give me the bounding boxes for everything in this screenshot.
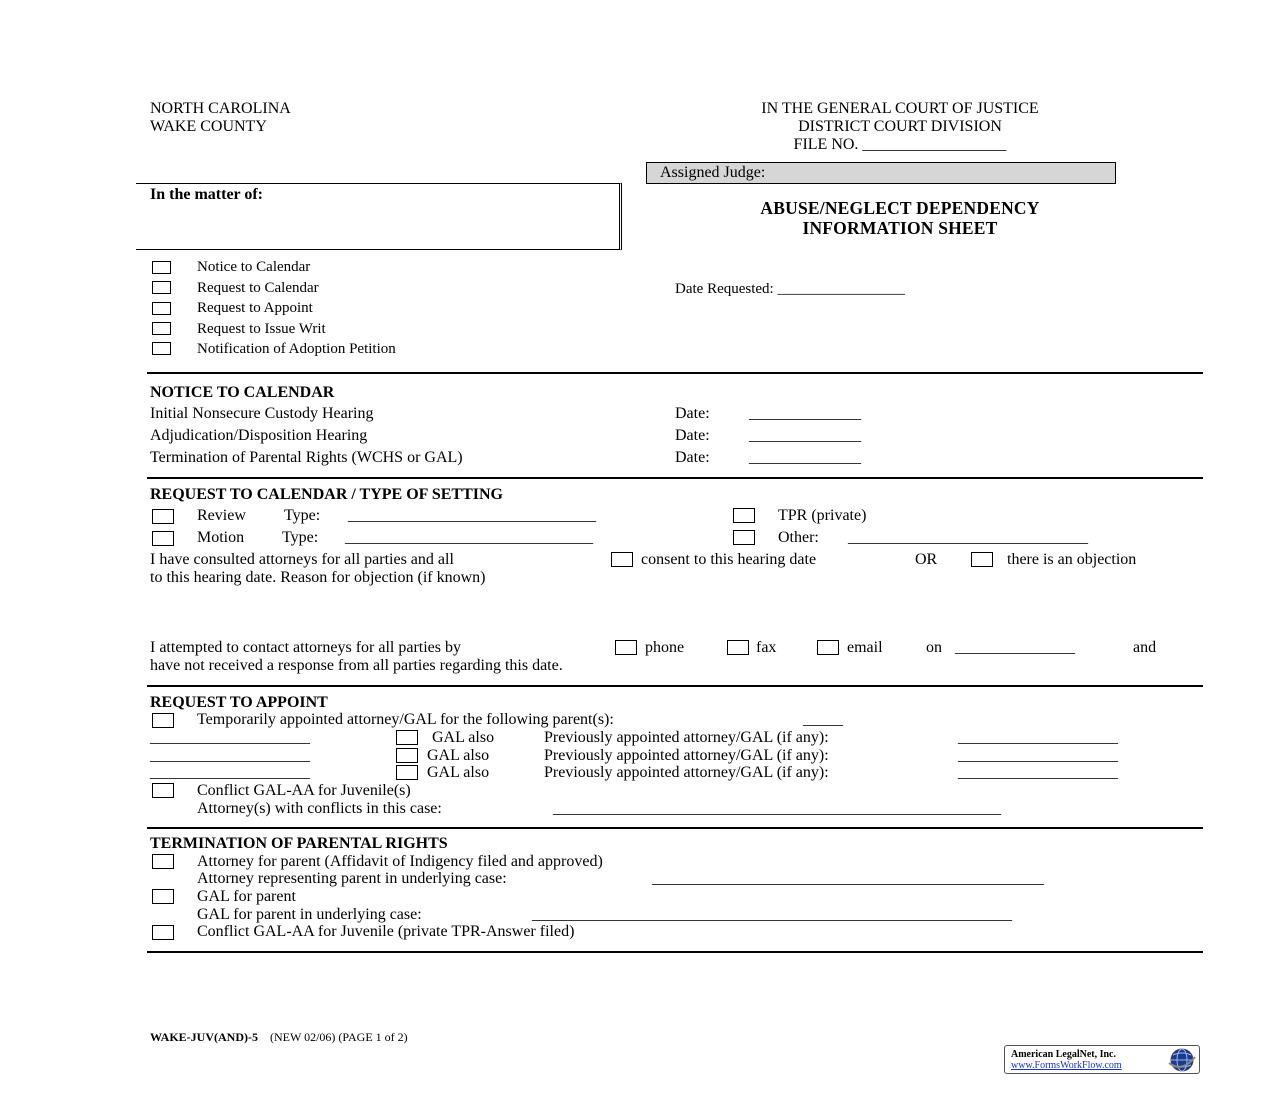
notice-row-label: Adjudication/Disposition Hearing	[150, 427, 368, 444]
calendar-heading: REQUEST TO CALENDAR / TYPE OF SETTING	[150, 486, 503, 503]
other-label: Other:	[778, 529, 819, 546]
attorney-parent-label: Attorney for parent (Affidavit of Indigency filed and approved)	[197, 853, 603, 870]
on-label: on	[926, 639, 942, 656]
gal-also-checkbox[interactable]	[396, 748, 418, 763]
tpr-heading: TERMINATION OF PARENTAL RIGHTS	[150, 835, 448, 852]
division-label: DISTRICT COURT DIVISION	[798, 118, 1002, 135]
forms-workflow-logo[interactable]	[1004, 1045, 1200, 1074]
temporary-parent-field[interactable]: _____	[803, 711, 843, 728]
consulted-text: I have consulted attorneys for all parties and all	[150, 551, 454, 568]
conflicts-attorneys-label: Attorney(s) with conflicts in this case:	[197, 800, 442, 817]
gal-also-label: GAL also	[427, 764, 490, 781]
objection-label: there is an objection	[1007, 551, 1137, 568]
conflict-juvenile-label: Conflict GAL-AA for Juvenile (private TPR-Answer filed)	[197, 923, 575, 940]
form-title-line1: ABUSE/NEGLECT DEPENDENCY	[760, 198, 1040, 218]
notice-heading: NOTICE TO CALENDAR	[150, 384, 335, 401]
notice-to-calendar-checkbox[interactable]	[152, 261, 171, 274]
gal-parent-checkbox[interactable]	[152, 889, 174, 904]
previously-appointed-label: Previously appointed attorney/GAL (if any):	[544, 747, 829, 764]
review-type-field[interactable]: _______________________________	[348, 507, 596, 524]
reason-label: to this hearing date. Reason for objection (if known)	[150, 569, 486, 586]
conflict-juvenile-checkbox[interactable]	[152, 925, 174, 940]
no-response-text: have not received a response from all parties regarding this date.	[150, 657, 563, 674]
tpr-date-field[interactable]: ______________	[749, 449, 861, 466]
notice-date-label: Date:	[675, 427, 710, 444]
appoint-heading: REQUEST TO APPOINT	[150, 694, 328, 711]
notice-row-label: Termination of Parental Rights (WCHS or GAL)	[150, 449, 463, 466]
objection-checkbox[interactable]	[971, 552, 993, 567]
parent-name-field[interactable]: ____________________	[150, 729, 310, 746]
assigned-judge-box[interactable]	[646, 162, 1116, 184]
type-label: Type:	[284, 507, 321, 524]
other-checkbox[interactable]	[733, 530, 755, 545]
request-to-calendar-checkbox[interactable]	[152, 281, 171, 294]
conflict-juveniles-label: Conflict GAL-AA for Juvenile(s)	[197, 782, 411, 799]
attorney-underlying-label: Attorney representing parent in underlying case:	[197, 870, 507, 887]
gal-also-checkbox[interactable]	[396, 730, 418, 745]
conflict-juveniles-checkbox[interactable]	[152, 783, 174, 798]
previously-appointed-label: Previously appointed attorney/GAL (if any):	[544, 729, 829, 746]
consent-label: consent to this hearing date	[641, 551, 817, 568]
file-number[interactable]: FILE NO. __________________	[793, 136, 1007, 153]
type-label: Type:	[282, 529, 319, 546]
phone-checkbox[interactable]	[615, 640, 637, 655]
date-requested-field[interactable]: Date Requested: _________________	[675, 281, 905, 297]
attorney-underlying-field[interactable]: _________________________________________________	[652, 870, 1044, 887]
section-divider	[147, 372, 1203, 374]
and-label: and	[1133, 639, 1157, 656]
gal-also-checkbox[interactable]	[396, 765, 418, 780]
request-to-appoint-checkbox[interactable]	[152, 302, 171, 315]
email-label: email	[847, 639, 883, 656]
phone-label: phone	[645, 639, 685, 656]
nonsecure-date-field[interactable]: ______________	[749, 405, 861, 422]
globe-icon	[1167, 1047, 1197, 1073]
review-checkbox[interactable]	[152, 509, 174, 524]
tpr-private-checkbox[interactable]	[733, 508, 755, 523]
form-footer	[150, 1030, 408, 1044]
motion-checkbox[interactable]	[152, 531, 174, 546]
request-type-label: Notice to Calendar	[197, 259, 311, 275]
temporary-appoint-checkbox[interactable]	[152, 713, 174, 728]
notice-date-label: Date:	[675, 405, 710, 422]
previously-appointed-label: Previously appointed attorney/GAL (if any):	[544, 764, 829, 781]
conflicts-attorneys-field[interactable]: ________________________________________________________	[553, 800, 1001, 817]
adoption-petition-checkbox[interactable]	[152, 342, 171, 355]
assigned-judge-label: Assigned Judge:	[660, 164, 766, 181]
motion-type-field[interactable]: _______________________________	[345, 529, 593, 546]
request-type-label: Request to Issue Writ	[197, 321, 326, 337]
review-label: Review	[197, 507, 246, 524]
section-divider	[147, 685, 1203, 687]
previously-appointed-field[interactable]: ____________________	[958, 729, 1118, 746]
notice-date-label: Date:	[675, 449, 710, 466]
parent-name-field[interactable]: ____________________	[150, 747, 310, 764]
contact-date-field[interactable]: _______________	[955, 639, 1075, 656]
state-label: NORTH CAROLINA	[150, 100, 291, 117]
request-type-label: Request to Calendar	[197, 280, 319, 296]
email-checkbox[interactable]	[817, 640, 839, 655]
gal-underlying-field[interactable]: ____________________________________________________________	[532, 906, 1012, 923]
form-title-line2: INFORMATION SHEET	[802, 218, 998, 238]
matter-box[interactable]	[136, 183, 622, 250]
form-info: (NEW 02/06) (PAGE 1 of 2)	[270, 1030, 408, 1044]
tpr-private-label: TPR (private)	[778, 507, 867, 524]
form-id: WAKE-JUV(AND)-5	[150, 1030, 258, 1044]
attempted-text: I attempted to contact attorneys for all parties by	[150, 639, 461, 656]
logo-company-name: American LegalNet, Inc.	[1011, 1049, 1116, 1060]
matter-label: In the matter of:	[150, 186, 264, 203]
gal-underlying-label: GAL for parent in underlying case:	[197, 906, 422, 923]
attorney-parent-checkbox[interactable]	[152, 854, 174, 869]
request-type-label: Notification of Adoption Petition	[197, 341, 396, 357]
motion-label: Motion	[197, 529, 245, 546]
adjudication-date-field[interactable]: ______________	[749, 427, 861, 444]
logo-url-link[interactable]: www.FormsWorkFlow.com	[1011, 1060, 1122, 1071]
court-label: IN THE GENERAL COURT OF JUSTICE	[761, 100, 1039, 117]
temporary-appoint-label: Temporarily appointed attorney/GAL for the following parent(s):	[197, 711, 614, 728]
request-type-label: Request to Appoint	[197, 300, 313, 316]
parent-name-field[interactable]: ____________________	[150, 764, 310, 781]
section-divider	[147, 477, 1203, 479]
request-to-issue-writ-checkbox[interactable]	[152, 322, 171, 335]
county-label: WAKE COUNTY	[150, 118, 267, 135]
other-type-field[interactable]: ______________________________	[848, 529, 1088, 546]
section-divider	[147, 951, 1203, 953]
fax-checkbox[interactable]	[727, 640, 749, 655]
fax-label: fax	[756, 639, 777, 656]
gal-also-label: GAL also	[427, 747, 490, 764]
consent-checkbox[interactable]	[611, 552, 633, 567]
section-divider	[147, 827, 1203, 829]
or-label: OR	[915, 551, 938, 568]
notice-row-label: Initial Nonsecure Custody Hearing	[150, 405, 374, 422]
previously-appointed-field[interactable]: ____________________	[958, 747, 1118, 764]
previously-appointed-field[interactable]: ____________________	[958, 764, 1118, 781]
gal-parent-label: GAL for parent	[197, 888, 296, 905]
gal-also-label: GAL also	[432, 729, 495, 746]
